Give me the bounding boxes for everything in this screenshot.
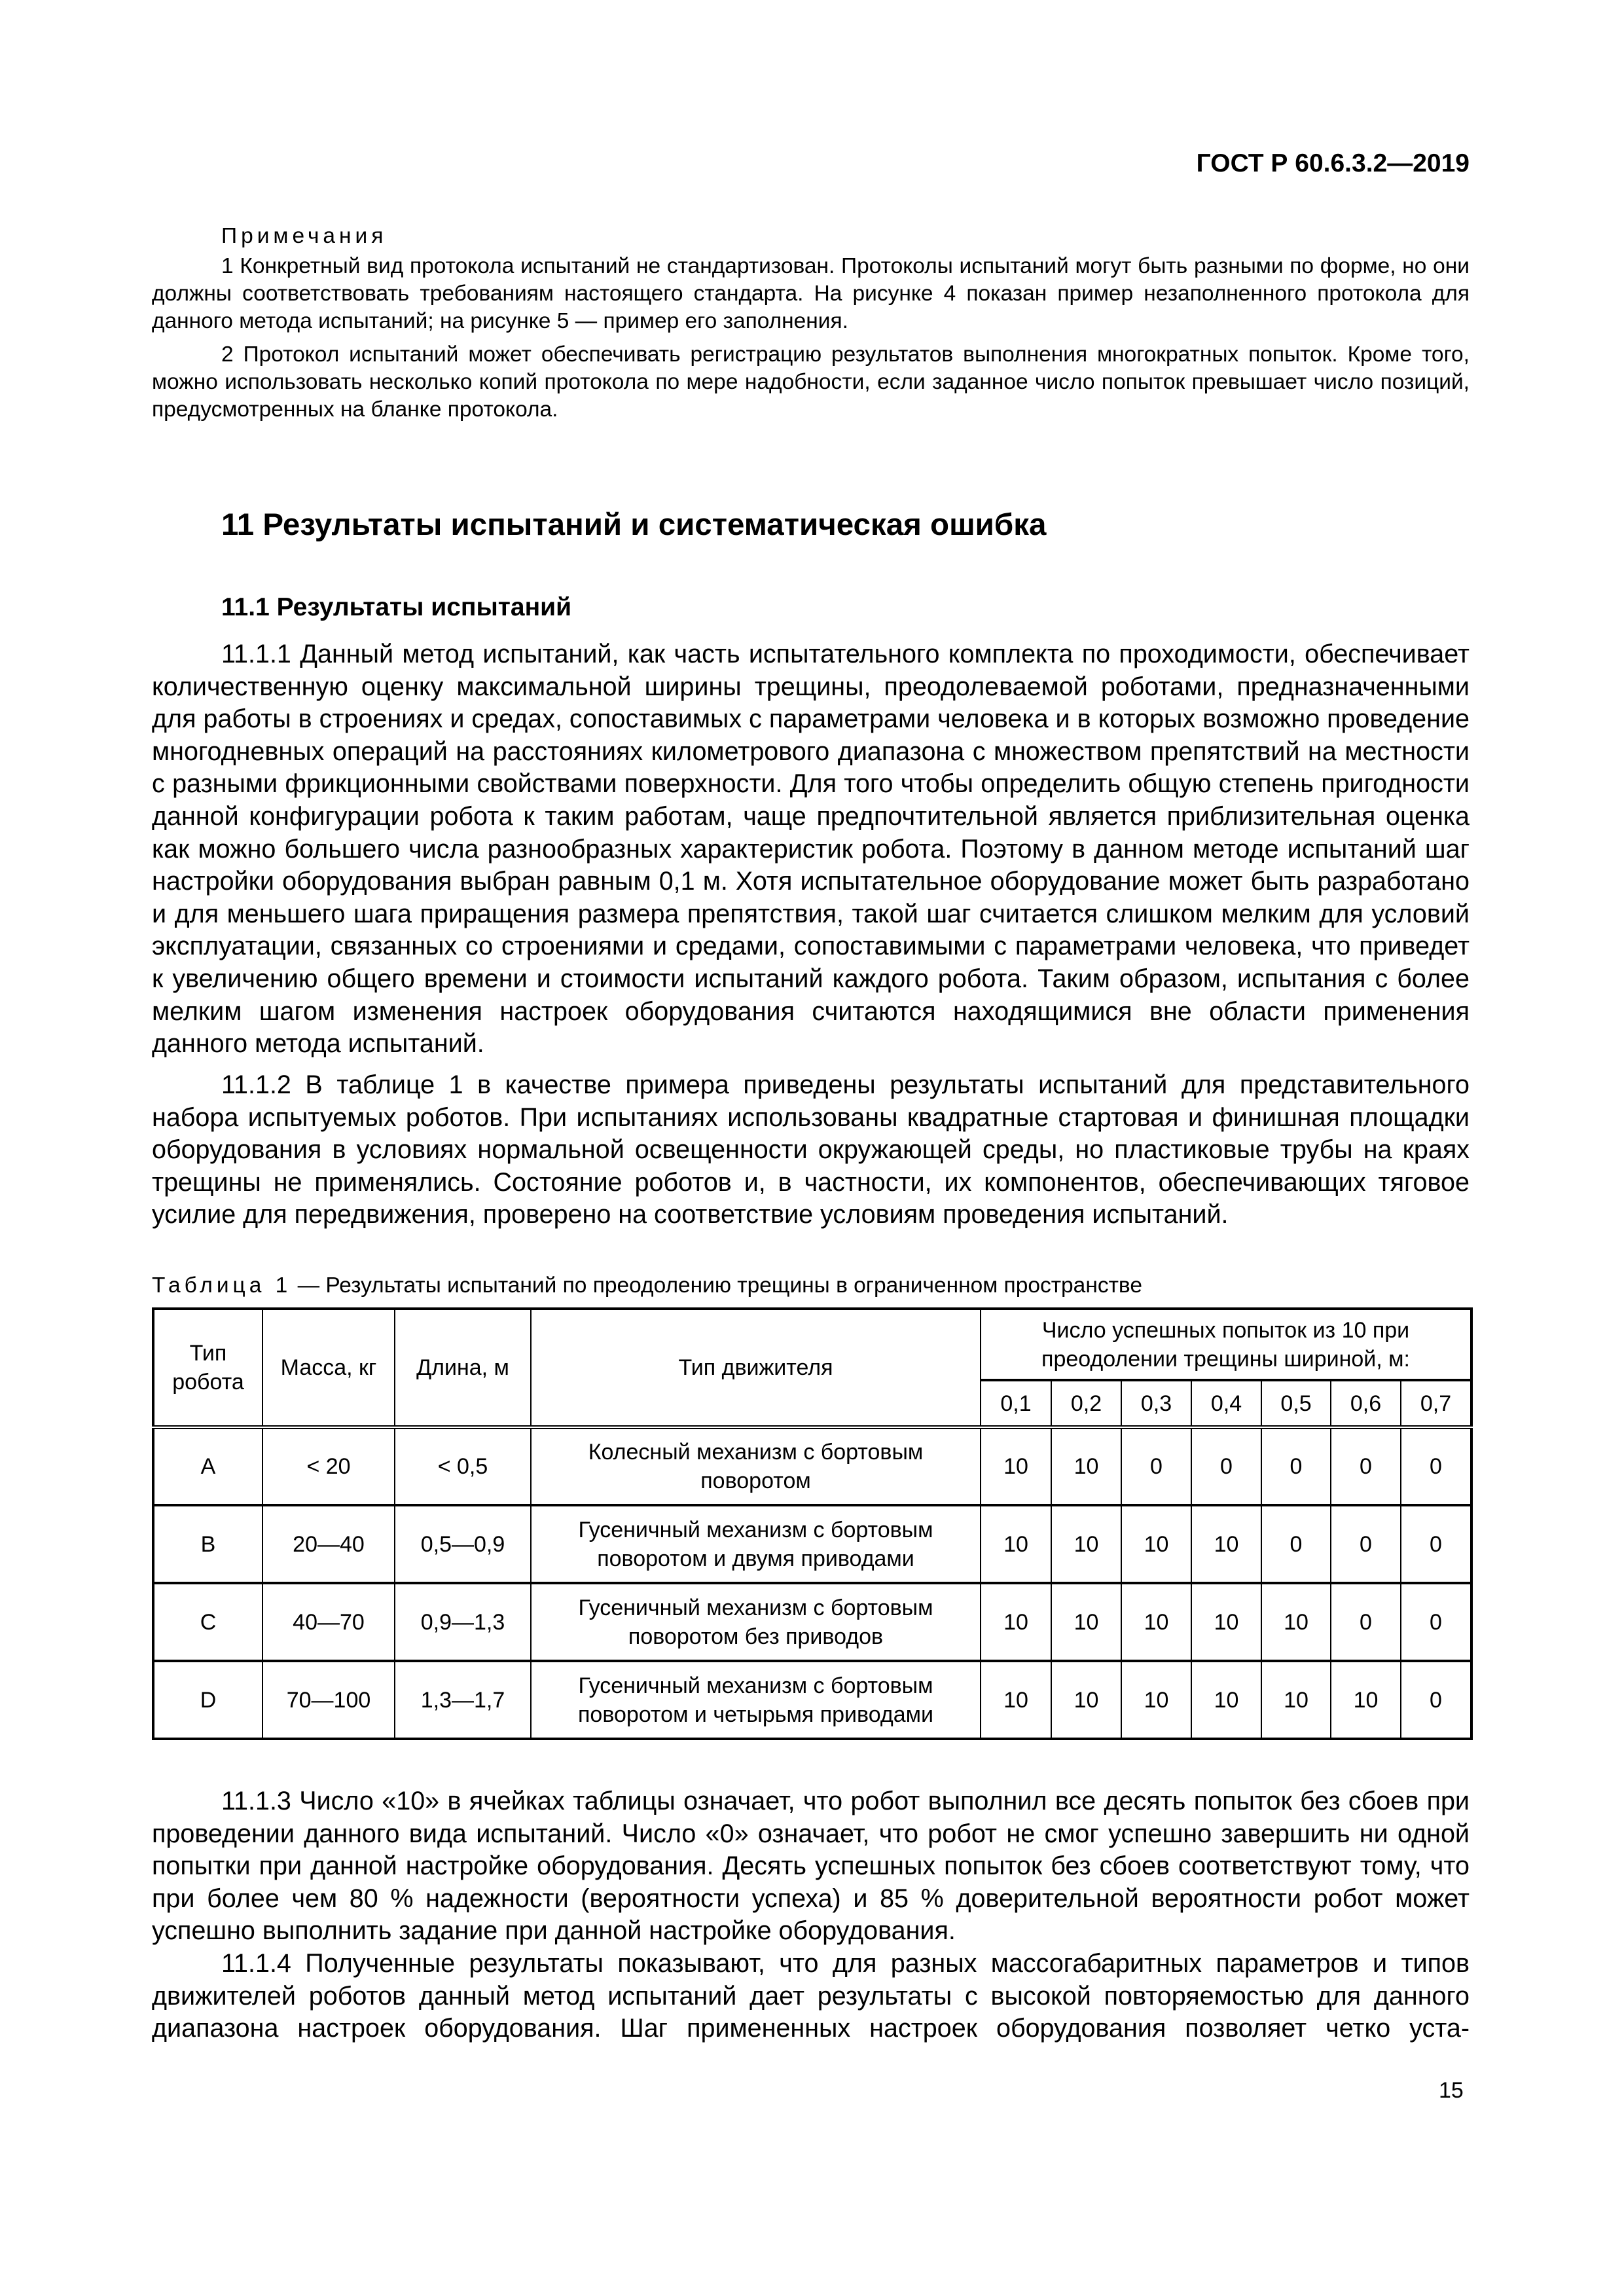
cell-length: < 0,5 xyxy=(395,1427,531,1505)
table-caption-text: — Результаты испытаний по преодолению трещины в ограниченном пространстве xyxy=(291,1273,1142,1298)
cell-value: 10 xyxy=(1051,1427,1121,1505)
paragraph-11-1-3: 11.1.3 Число «10» в ячейках таблицы означает, что робот выполнил все десять попыток без сбоев при проведении данного вида испытаний. Число «0» означает, что робот не смог успешно завершить ни одной попытки при данной настройке оборудования. Десять успешных попыток без сбоев соответствуют тому, что при более чем 80 % надежности (вероятности успеха) и 85 % доверительной вероятности робот может успешно выполнить задание при данной настройке оборудования. xyxy=(152,1787,1470,1946)
cell-drive: Гусеничный механизм с бортовым поворотом без приводов xyxy=(531,1583,981,1661)
table-row xyxy=(153,1427,1471,1505)
col-header-length: Длина, м xyxy=(395,1309,531,1427)
col-header-width: 0,6 xyxy=(1331,1380,1401,1427)
note-item: 2 Протокол испытаний может обеспечивать регистрацию результатов выполнения многократных попыток. Кроме того, можно использовать несколько копий протокола по мере надобности, если заданное число попыток превышает число позиций, предусмотренных на бланке протокола. xyxy=(152,342,1470,422)
page-number: 15 xyxy=(1439,2078,1464,2103)
cell-length: 0,9—1,3 xyxy=(395,1583,531,1661)
cell-value: 10 xyxy=(1121,1505,1191,1583)
subsection-heading: 11.1 Результаты испытаний xyxy=(221,593,572,621)
cell-value: 0 xyxy=(1401,1583,1471,1661)
col-header-width: 0,3 xyxy=(1121,1380,1191,1427)
cell-value: 0 xyxy=(1261,1505,1331,1583)
cell-value: 10 xyxy=(1051,1583,1121,1661)
cell-value: 10 xyxy=(1121,1583,1191,1661)
paragraph-11-1-1 xyxy=(152,638,1470,1061)
cell-type: A xyxy=(153,1427,262,1505)
cell-value: 0 xyxy=(1261,1427,1331,1505)
section-heading: 11 Результаты испытаний и систематическая ошибка xyxy=(221,507,1047,542)
cell-value: 0 xyxy=(1401,1427,1471,1505)
paragraphs-after-table xyxy=(152,1785,1470,2045)
table-caption-label: Таблица 1 xyxy=(152,1273,292,1298)
cell-length: 0,5—0,9 xyxy=(395,1505,531,1583)
col-header-drive: Тип движителя xyxy=(531,1309,981,1427)
cell-value: 10 xyxy=(1051,1661,1121,1739)
cell-value: 10 xyxy=(1121,1661,1191,1739)
cell-drive: Колесный механизм с бортовым поворотом xyxy=(531,1427,981,1505)
col-header-group: Число успешных попыток из 10 при преодолении трещины шириной, м: xyxy=(981,1309,1471,1380)
cell-value: 0 xyxy=(1331,1427,1401,1505)
table-row xyxy=(153,1583,1471,1661)
document-id: ГОСТ Р 60.6.3.2—2019 xyxy=(1196,149,1470,177)
cell-value: 0 xyxy=(1191,1427,1261,1505)
table-caption xyxy=(152,1272,1142,1300)
cell-value: 10 xyxy=(1051,1505,1121,1583)
table-row xyxy=(153,1505,1471,1583)
cell-type: C xyxy=(153,1583,262,1661)
col-header-width: 0,4 xyxy=(1191,1380,1261,1427)
paragraph-text: 11.1.1 Данный метод испытаний, как часть испытательного комплекта по проходимости, обеспечивает количественную оценку максимальной ширины трещины, преодолеваемой роботами, предназначенными для работы в строениях и средах, сопоставимых с параметрами человека и в которых возможно проведение многодневных операций на расстояниях километрового диапазона с множеством препятствий на местности с разными фрикционными свойствами поверхности. Для того чтобы определить общую степень пригодности данной конфигурации робота к таким работам, чаще предпочтительной является приблизительная оценка как можно большего числа разнообразных характеристик робота. Поэтому в данном методе испытаний шаг настройки оборудования выбран равным 0,1 м. Хотя испытательное оборудование может быть разработано и для меньшего шага приращения размера препятствия, такой шаг считается слишком мелким для условий эксплуатации, связанных со строениями и средами, сопоставимыми с параметрами человека, что приведет к увеличению общего времени и стоимости испытаний каждого робота. Таким образом, испытания с более мелким шагом изменения настроек оборудования считаются находящимися вне области применения данного метода испытаний. xyxy=(152,640,1470,1059)
cell-value: 0 xyxy=(1331,1505,1401,1583)
cell-value: 10 xyxy=(1191,1661,1261,1739)
cell-mass: 40—70 xyxy=(262,1583,395,1661)
cell-value: 10 xyxy=(981,1583,1051,1661)
cell-type: B xyxy=(153,1505,262,1583)
cell-value: 0 xyxy=(1121,1427,1191,1505)
results-table xyxy=(152,1307,1473,1740)
cell-value: 10 xyxy=(981,1661,1051,1739)
cell-value: 10 xyxy=(1331,1661,1401,1739)
note-item: 1 Конкретный вид протокола испытаний не стандартизован. Протоколы испытаний могут быть разными по форме, но они должны соответствовать требованиям настоящего стандарта. На рисунке 4 показан пример незаполненного протокола для данного метода испытаний; на рисунке 5 — пример его заполнения. xyxy=(152,254,1470,333)
cell-value: 0 xyxy=(1401,1505,1471,1583)
paragraph-11-1-4: 11.1.4 Полученные результаты показывают, что для разных массогабаритных параметров и типов движителей роботов данный метод испытаний дает результаты с высокой повторяемостью для данного диапазона настроек оборудования. Шаг примененных настроек оборудования позволяет четко уста- xyxy=(152,1948,1470,2043)
cell-mass: 20—40 xyxy=(262,1505,395,1583)
cell-drive: Гусеничный механизм с бортовым поворотом и двумя приводами xyxy=(531,1505,981,1583)
cell-value: 10 xyxy=(1261,1583,1331,1661)
cell-mass: 70—100 xyxy=(262,1661,395,1739)
paragraph-11-1-2 xyxy=(152,1069,1470,1231)
cell-value: 10 xyxy=(1261,1661,1331,1739)
col-header-width: 0,1 xyxy=(981,1380,1051,1427)
paragraph-text: 11.1.2 В таблице 1 в качестве примера приведены результаты испытаний для представительного набора испытуемых роботов. При испытаниях использованы квадратные стартовая и финишная площадки оборудования в условиях нормальной освещенности окружающей среды, но пластиковые трубы на краях трещины не применялись. Состояние роботов и, в частности, их компонентов, обеспечивающих тяговое усилие для передвижения, проверено на соответствие условиям проведения испытаний. xyxy=(152,1070,1470,1230)
col-header-width: 0,7 xyxy=(1401,1380,1471,1427)
notes-block xyxy=(152,223,1470,429)
cell-value: 0 xyxy=(1401,1661,1471,1739)
cell-value: 10 xyxy=(981,1427,1051,1505)
table-row xyxy=(153,1661,1471,1739)
notes-title: Примечания xyxy=(221,224,388,248)
col-header-type: Тип робота xyxy=(153,1309,262,1427)
col-header-mass: Масса, кг xyxy=(262,1309,395,1427)
col-header-width: 0,5 xyxy=(1261,1380,1331,1427)
cell-value: 10 xyxy=(981,1505,1051,1583)
cell-type: D xyxy=(153,1661,262,1739)
cell-drive: Гусеничный механизм с бортовым поворотом и четырьмя приводами xyxy=(531,1661,981,1739)
cell-mass: < 20 xyxy=(262,1427,395,1505)
cell-value: 10 xyxy=(1191,1583,1261,1661)
col-header-width: 0,2 xyxy=(1051,1380,1121,1427)
cell-value: 0 xyxy=(1331,1583,1401,1661)
cell-length: 1,3—1,7 xyxy=(395,1661,531,1739)
cell-value: 10 xyxy=(1191,1505,1261,1583)
